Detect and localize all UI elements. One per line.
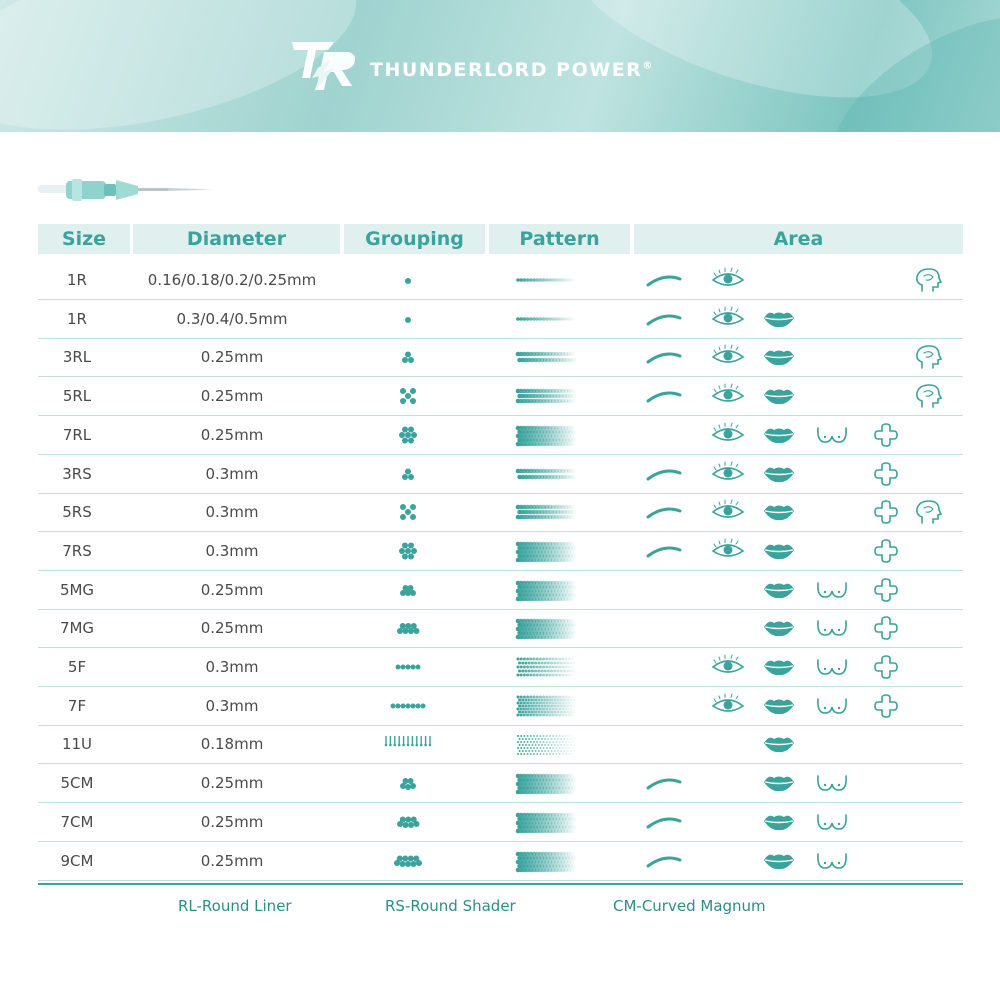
table-row bbox=[38, 764, 963, 803]
breast-icon bbox=[814, 420, 850, 450]
diameter-cell: 0.25mm bbox=[200, 774, 264, 793]
table-row bbox=[38, 725, 963, 764]
table-row bbox=[38, 338, 963, 377]
footer-divider bbox=[38, 883, 963, 885]
table-row bbox=[38, 609, 963, 648]
pattern-diagram bbox=[486, 455, 621, 493]
brow-icon bbox=[646, 381, 682, 411]
eye-icon bbox=[710, 536, 746, 566]
grouping-diagram bbox=[348, 687, 468, 725]
scar-icon bbox=[868, 691, 904, 721]
lip-icon bbox=[761, 691, 797, 721]
size-cell: 11U bbox=[61, 735, 93, 754]
grouping-diagram bbox=[348, 338, 468, 376]
size-cell: 5F bbox=[67, 658, 87, 676]
table-row bbox=[38, 532, 963, 571]
brow-icon bbox=[646, 265, 682, 295]
brand-name: THUNDERLORD POWER® bbox=[370, 59, 654, 81]
pattern-diagram bbox=[486, 338, 621, 376]
eye-icon bbox=[710, 652, 746, 682]
scar-icon bbox=[868, 497, 904, 527]
table-row bbox=[38, 300, 963, 339]
diameter-cell: 0.3mm bbox=[205, 696, 259, 715]
pattern-diagram bbox=[486, 493, 621, 531]
diameter-cell: 0.3mm bbox=[205, 658, 259, 676]
table-row bbox=[38, 571, 963, 610]
eye-icon bbox=[710, 304, 746, 334]
table-row bbox=[38, 377, 963, 416]
breast-icon bbox=[814, 575, 850, 605]
diameter-cell: 0.3/0.4/0.5mm bbox=[176, 309, 288, 328]
grouping-diagram bbox=[348, 300, 468, 338]
size-cell: 7RL bbox=[62, 425, 92, 444]
eye-icon bbox=[710, 265, 746, 295]
size-cell: 7F bbox=[67, 696, 87, 715]
diameter-cell: 0.25mm bbox=[200, 580, 264, 599]
scar-icon bbox=[868, 536, 904, 566]
eye-icon bbox=[710, 691, 746, 721]
eye-icon bbox=[710, 381, 746, 411]
grouping-diagram bbox=[348, 571, 468, 609]
pattern-diagram bbox=[486, 842, 621, 880]
lip-icon bbox=[761, 652, 797, 682]
breast-icon bbox=[814, 652, 850, 682]
header-grouping: Grouping bbox=[344, 224, 485, 254]
header-pattern: Pattern bbox=[489, 224, 630, 254]
pattern-diagram bbox=[486, 609, 621, 647]
legend-round-shader: RS-Round Shader bbox=[385, 897, 516, 915]
size-cell: 5MG bbox=[59, 580, 95, 599]
eye-icon bbox=[710, 420, 746, 450]
diameter-cell: 0.25mm bbox=[200, 387, 264, 406]
pattern-diagram bbox=[486, 725, 621, 763]
legend-curved-magnum: CM-Curved Magnum bbox=[613, 897, 766, 915]
brow-icon bbox=[646, 807, 682, 837]
grouping-diagram bbox=[348, 416, 468, 454]
eye-icon bbox=[710, 342, 746, 372]
brow-icon bbox=[646, 342, 682, 372]
size-cell: 5CM bbox=[60, 774, 94, 793]
brow-icon bbox=[646, 536, 682, 566]
size-cell: 5RS bbox=[62, 503, 92, 522]
pattern-diagram bbox=[486, 803, 621, 841]
scar-icon bbox=[868, 613, 904, 643]
lip-icon bbox=[761, 304, 797, 334]
breast-icon bbox=[814, 768, 850, 798]
size-cell: 7RS bbox=[62, 541, 92, 560]
legend-round-liner: RL-Round Liner bbox=[178, 897, 292, 915]
pattern-diagram bbox=[486, 648, 621, 686]
thunderlord-logo-icon bbox=[288, 38, 360, 96]
grouping-diagram bbox=[348, 803, 468, 841]
diameter-cell: 0.25mm bbox=[200, 851, 264, 870]
table-row bbox=[38, 261, 963, 300]
breast-icon bbox=[814, 691, 850, 721]
lip-icon bbox=[761, 613, 797, 643]
lip-icon bbox=[761, 536, 797, 566]
table-row bbox=[38, 687, 963, 726]
table-row bbox=[38, 842, 963, 881]
lip-icon bbox=[761, 497, 797, 527]
breast-icon bbox=[814, 807, 850, 837]
hairline-icon bbox=[911, 342, 947, 372]
grouping-diagram bbox=[348, 764, 468, 802]
header-area: Area bbox=[634, 224, 963, 254]
header-diameter: Diameter bbox=[133, 224, 340, 254]
pattern-diagram bbox=[486, 416, 621, 454]
table-row bbox=[38, 803, 963, 842]
diameter-cell: 0.25mm bbox=[200, 619, 264, 638]
lip-icon bbox=[761, 807, 797, 837]
size-cell: 3RL bbox=[62, 348, 92, 367]
breast-icon bbox=[814, 613, 850, 643]
diameter-cell: 0.25mm bbox=[200, 425, 264, 444]
size-cell: 7CM bbox=[60, 812, 94, 831]
lip-icon bbox=[761, 342, 797, 372]
hairline-icon bbox=[911, 265, 947, 295]
brow-icon bbox=[646, 846, 682, 876]
lip-icon bbox=[761, 729, 797, 759]
size-cell: 1R bbox=[67, 271, 87, 289]
diameter-cell: 0.3mm bbox=[205, 503, 259, 522]
diameter-cell: 0.3mm bbox=[205, 464, 259, 483]
lip-icon bbox=[761, 420, 797, 450]
grouping-diagram bbox=[348, 842, 468, 880]
diameter-cell: 0.18mm bbox=[200, 735, 264, 754]
grouping-diagram bbox=[348, 725, 468, 763]
size-cell: 1R bbox=[67, 309, 87, 328]
lip-icon bbox=[761, 575, 797, 605]
diameter-cell: 0.3mm bbox=[205, 541, 259, 560]
scar-icon bbox=[868, 575, 904, 605]
size-cell: 5RL bbox=[62, 387, 92, 406]
grouping-diagram bbox=[348, 532, 468, 570]
table-row bbox=[38, 416, 963, 455]
grouping-diagram bbox=[348, 493, 468, 531]
header-banner bbox=[0, 0, 1000, 132]
grouping-diagram bbox=[348, 609, 468, 647]
pattern-diagram bbox=[486, 377, 621, 415]
grouping-diagram bbox=[348, 261, 468, 299]
breast-icon bbox=[814, 846, 850, 876]
brow-icon bbox=[646, 768, 682, 798]
table-row bbox=[38, 493, 963, 532]
diameter-cell: 0.25mm bbox=[200, 812, 264, 831]
brand bbox=[288, 38, 654, 96]
eye-icon bbox=[710, 497, 746, 527]
grouping-diagram bbox=[348, 455, 468, 493]
scar-icon bbox=[868, 652, 904, 682]
pattern-diagram bbox=[486, 687, 621, 725]
lip-icon bbox=[761, 459, 797, 489]
size-cell: 7MG bbox=[59, 619, 95, 638]
scar-icon bbox=[868, 459, 904, 489]
brow-icon bbox=[646, 459, 682, 489]
hairline-icon bbox=[911, 497, 947, 527]
pattern-diagram bbox=[486, 764, 621, 802]
hairline-icon bbox=[911, 381, 947, 411]
pattern-diagram bbox=[486, 300, 621, 338]
diameter-cell: 0.16/0.18/0.2/0.25mm bbox=[147, 271, 317, 289]
size-cell: 3RS bbox=[62, 464, 92, 483]
brow-icon bbox=[646, 304, 682, 334]
pattern-diagram bbox=[486, 532, 621, 570]
lip-icon bbox=[761, 381, 797, 411]
grouping-diagram bbox=[348, 377, 468, 415]
pattern-diagram bbox=[486, 571, 621, 609]
eye-icon bbox=[710, 459, 746, 489]
table-row bbox=[38, 648, 963, 687]
lip-icon bbox=[761, 768, 797, 798]
size-cell: 9CM bbox=[60, 851, 94, 870]
header-size: Size bbox=[38, 224, 130, 254]
grouping-diagram bbox=[348, 648, 468, 686]
pattern-diagram bbox=[486, 261, 621, 299]
lip-icon bbox=[761, 846, 797, 876]
brow-icon bbox=[646, 497, 682, 527]
diameter-cell: 0.25mm bbox=[200, 348, 264, 367]
scar-icon bbox=[868, 420, 904, 450]
table-row bbox=[38, 455, 963, 494]
needle-cartridge-image bbox=[38, 170, 218, 210]
